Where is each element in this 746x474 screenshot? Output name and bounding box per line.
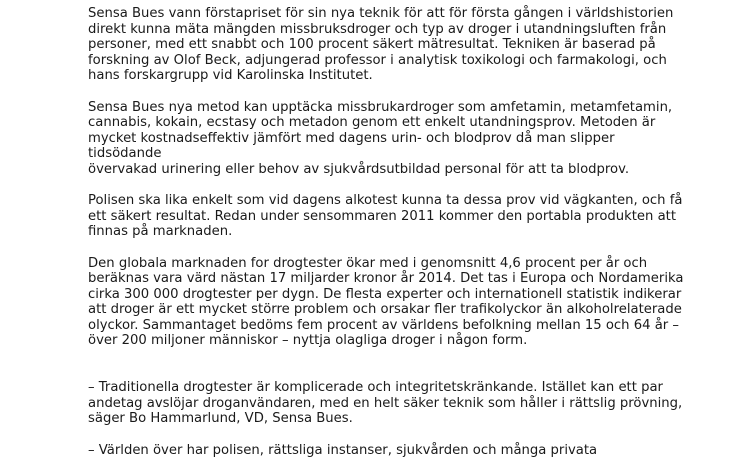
paragraph-award: Sensa Bues vann förstapriset för sin nya teknik för att för första gången i världshistorien direkt kunna mäta mängden missbruksdroger och typ av droger i utandningsluften från personer, med ett snabbt och 100 procent säkert mätresultat. Tekniken är baserad på forskning av Olof Beck, adjungerad professor i analytisk toxikologi och farmakologi, och hans forskargrupp vid Karolinska Institutet.	[88, 6, 674, 84]
paragraph-method: Sensa Bues nya metod kan upptäcka missbrukardroger som amfetamin, metamfetamin, cannabis, kokain, ecstasy och metadon genom ett enkelt utandningsprov. Metoden är mycket kostnadseffektiv jämfört med dagens urin- och blodprov då man slipper tidsödande övervakad urinering eller behov av sjukvårdsutbildad personal för att ta blodprov.	[88, 99, 673, 177]
document-body	[88, 6, 688, 474]
quote-ceo: – Traditionella drogtester är komplicerade och integritetskränkande. Istället kan ett par andetag avslöjar droganvändaren, med en helt säker teknik som håller i rättslig prövning, säger Bo Hammarlund, VD, Sensa Bues.	[88, 380, 683, 427]
spacer	[88, 365, 688, 381]
paragraph-police: Polisen ska lika enkelt som vid dagens alkotest kunna ta dessa prov vid vägkanten, och få ett säkert resultat. Redan under sensommaren 2011 kommer den portabla produkten att finnas på marknaden.	[88, 193, 683, 240]
paragraph-market: Den globala marknaden for drogtester ökar med i genomsnitt 4,6 procent per år och beräknas vara värd nästan 17 miljarder kronor år 2014. Det tas i Europa och Nordamerika cirka 300 000 drogtester per dygn. De flesta experter och internationell statistik indikerar att droger är ett mycket större problem och orsakar fler trafikolyckor än alkoholrelaterade olyckor. Sammantaget bedöms fem procent av världens befolkning mellan 15 och 64 år – över 200 miljoner människor – nyttja olagliga droger i någon form.	[88, 255, 684, 349]
quote-worldwide: – Världen över har polisen, rättsliga instanser, sjukvården och många privata	[88, 442, 598, 458]
